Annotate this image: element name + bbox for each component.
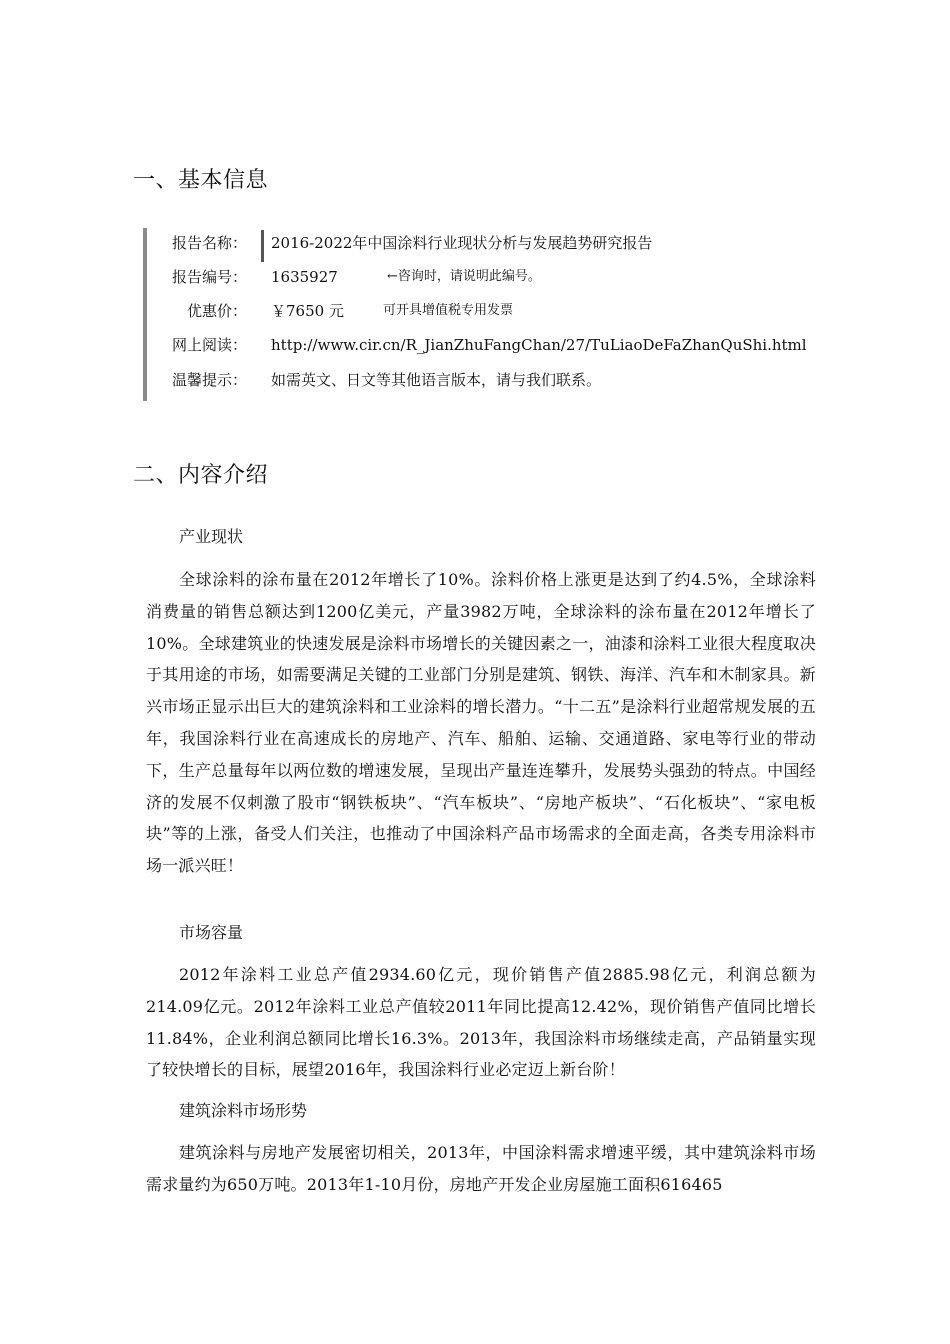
subheading-architectural-coatings: 建筑涂料市场形势 xyxy=(179,1101,308,1120)
online-read-link[interactable]: http://www.cir.cn/R_JianZhuFangChan/27/TuLiaoDeFaZhanQuShi.html xyxy=(271,336,807,354)
paragraph-industry-status: 全球涂料的涂布量在2012年增长了10%。涂料价格上涨更是达到了约4.5%，全球涂料消费量的销售总额达到1200亿美元，产量3982万吨，全球涂料的涂布量在2012年增长了10%。全球建筑业的快速发展是涂料市场增长的关键因素之一，油漆和涂料工业很大程度取决于其用途的市场，如需要满足关键的工业部门分别是建筑、钢铁、海洋、汽车和木制家具。新兴市场正显示出巨大的建筑涂料和工业涂料的增长潜力。“十二五”是涂料行业超常规发展的五年，我国涂料行业在高速成长的房地产、汽车、船舶、运输、交通道路、家电等行业的带动下，生产总量每年以两位数的增速发展，呈现出产量连连攀升，发展势头强劲的特点。中国经济的发展不仅刺激了股市“钢铁板块”、“汽车板块”、“房地产板块”、“石化板块”、“家电板块”等的上涨，备受人们关注，也推动了中国涂料产品市场需求的全面走高，各类专用涂料市场一派兴旺！ xyxy=(146,570,816,876)
info-label: 温馨提示： xyxy=(171,371,247,389)
subheading-market-capacity: 市场容量 xyxy=(179,923,244,942)
report-id-note: ←咨询时，请说明此编号。 xyxy=(387,269,541,284)
price-value: ￥7650 元 xyxy=(271,302,344,320)
info-label: 报告编号： xyxy=(171,268,247,286)
section-title-content-intro: 二、内容介绍 xyxy=(133,463,269,488)
info-label: 网上阅读： xyxy=(171,336,247,354)
paragraph-architectural-coatings: 建筑涂料与房地产发展密切相关，2013年，中国涂料需求增速平缓，其中建筑涂料市场需求量约为650万吨。2013年1-10月份，房地产开发企业房屋施工面积616465 xyxy=(146,1143,816,1194)
info-label: 优惠价： xyxy=(186,302,247,320)
section-title-basic-info: 一、基本信息 xyxy=(133,168,269,193)
report-id-value: 1635927 xyxy=(271,268,338,286)
tip-value: 如需英文、日文等其他语言版本，请与我们联系。 xyxy=(271,371,602,389)
report-info-box xyxy=(143,228,847,401)
report-name-value: 2016-2022年中国涂料行业现状分析与发展趋势研究报告 xyxy=(271,234,653,252)
subheading-industry-status: 产业现状 xyxy=(179,527,244,546)
paragraph-market-capacity: 2012年涂料工业总产值2934.60亿元，现价销售产值2885.98亿元，利润总额为214.09亿元。2012年涂料工业总产值较2011年同比提高12.42%，现价销售产值同比增长11.84%，企业利润总额同比增长16.3%。2013年，我国涂料市场继续走高，产品销量实现了较快增长的目标，展望2016年，我国涂料行业必定迈上新台阶！ xyxy=(146,965,816,1080)
invoice-note: 可开具增值税专用发票 xyxy=(383,303,514,318)
report-name-marker xyxy=(261,230,264,262)
info-label: 报告名称： xyxy=(171,234,247,252)
